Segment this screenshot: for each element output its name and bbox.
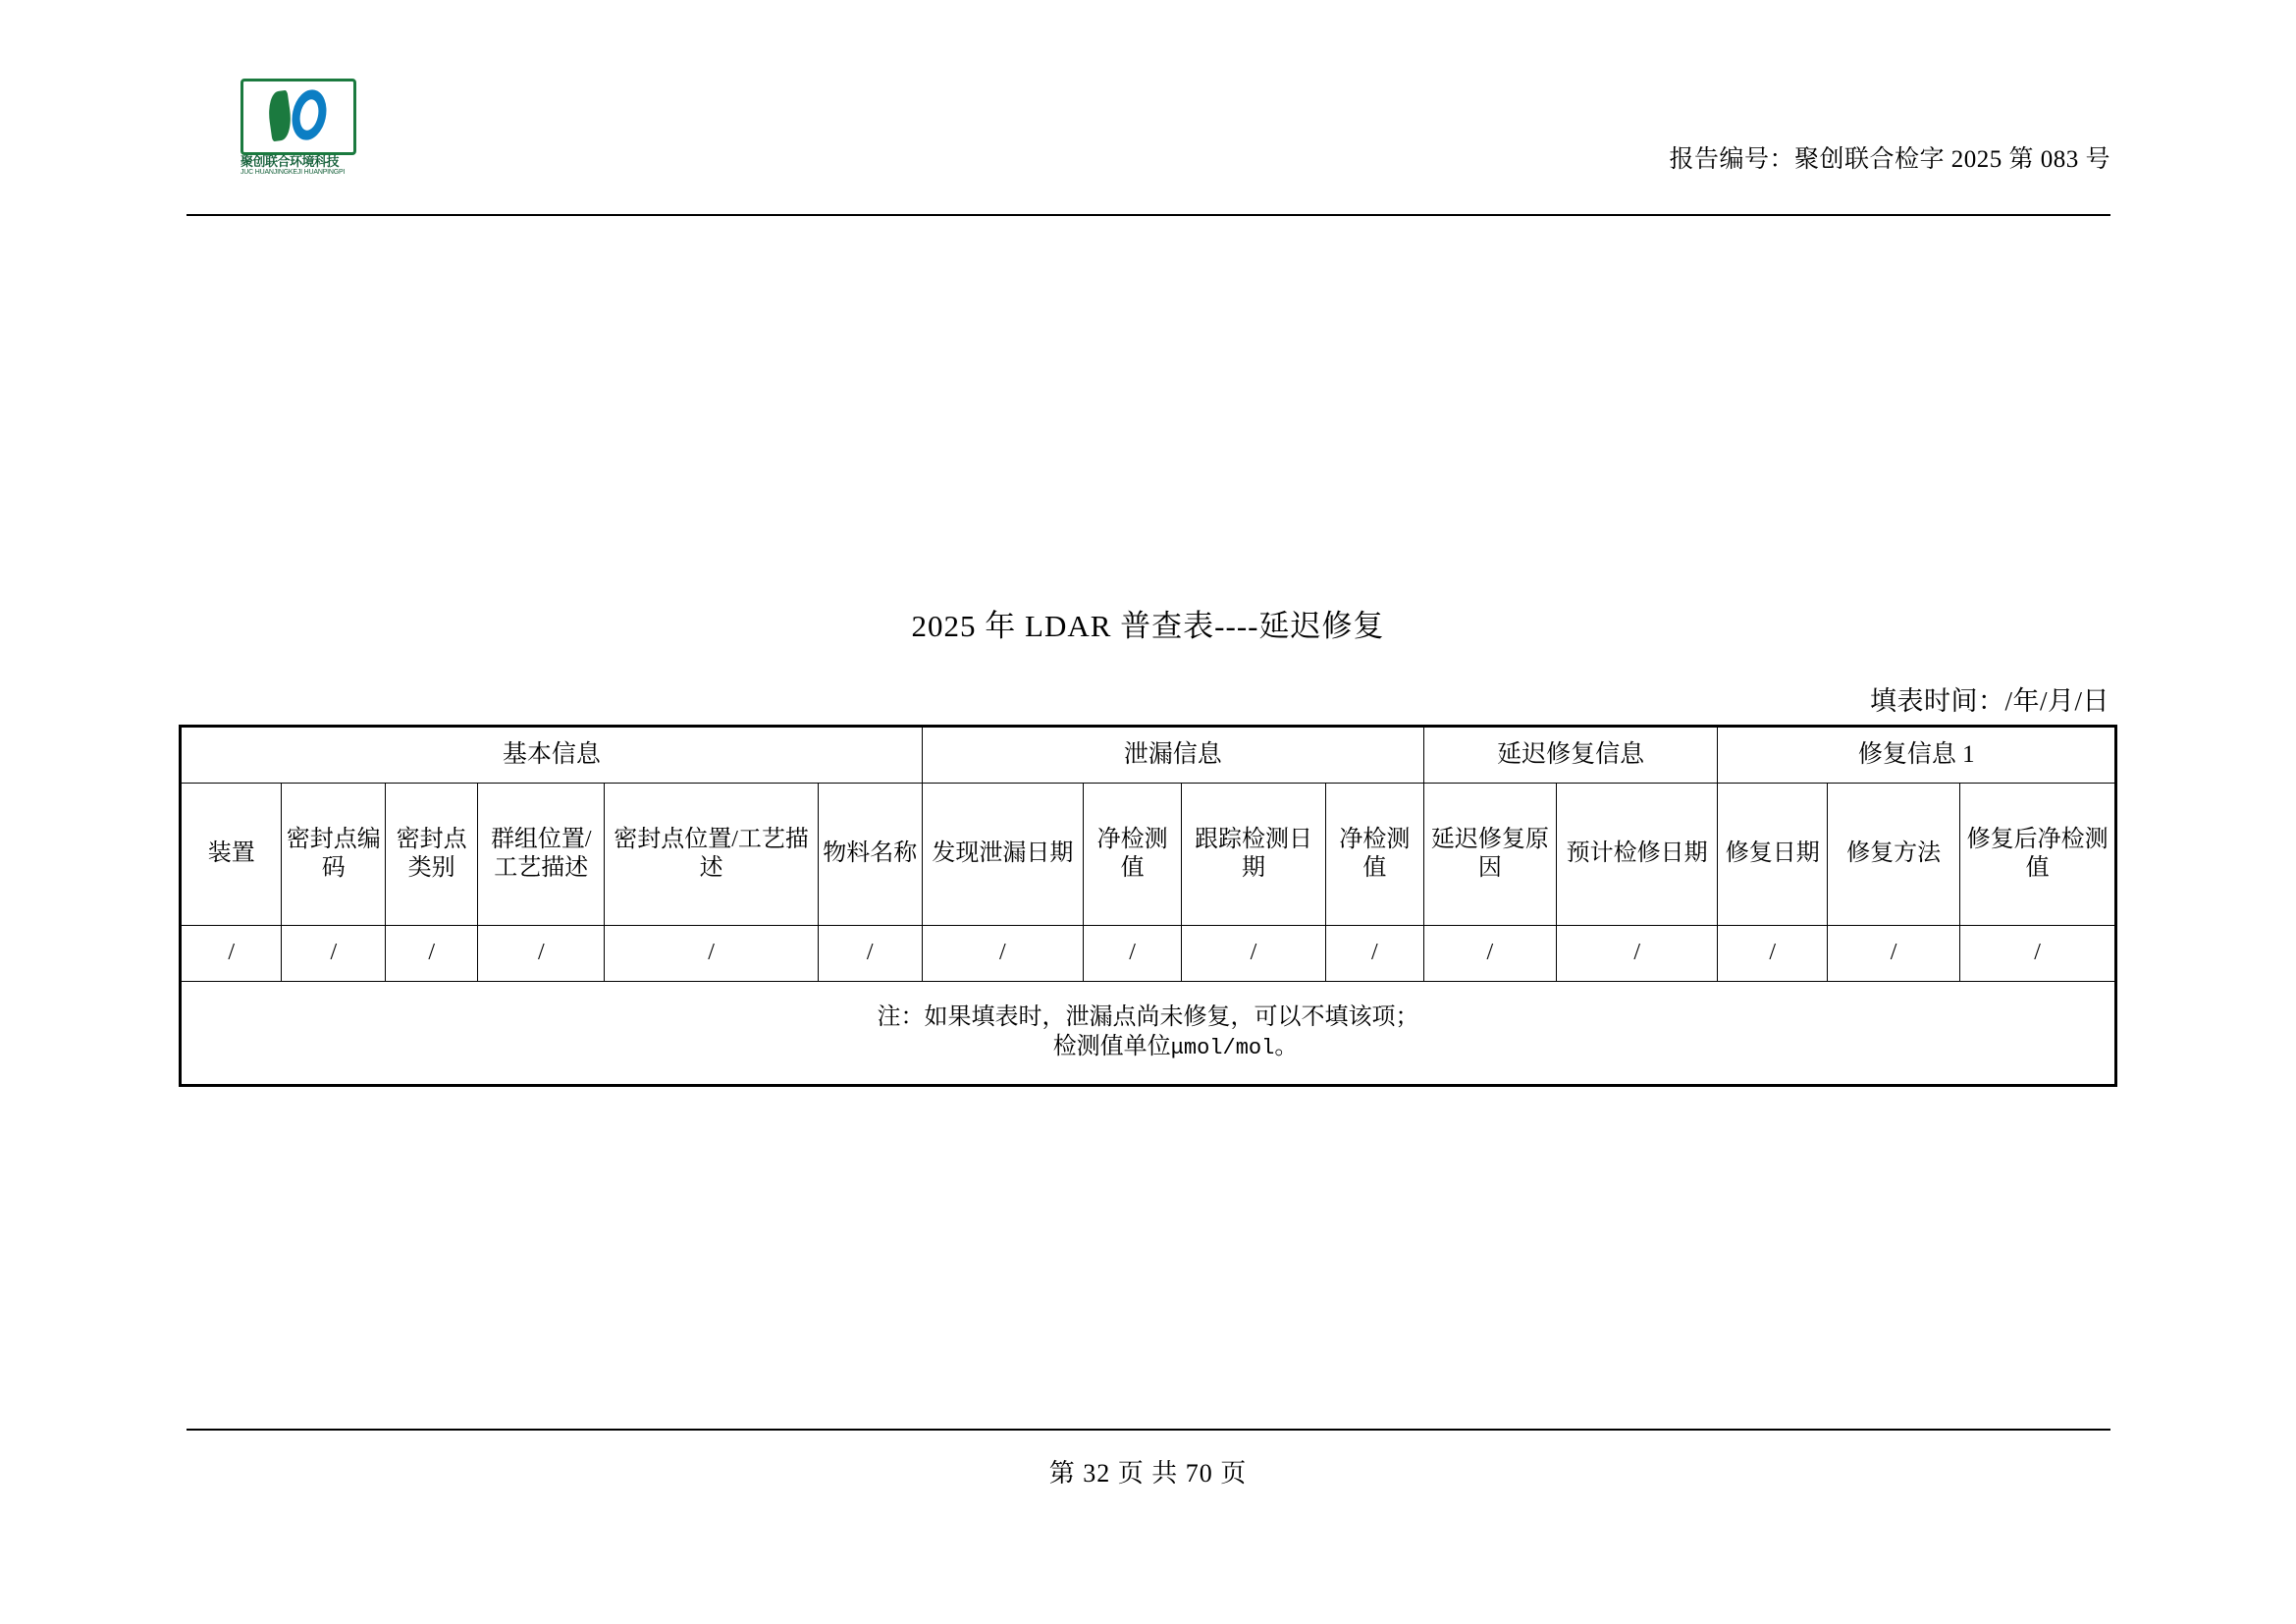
page-title: 2025 年 LDAR 普查表----延迟修复 [911,609,1385,643]
ldar-delayed-repair-table [179,725,2117,1087]
col-header-seal-point-type: 密封点类别 [386,784,478,926]
col-header-planned-maintenance-date: 预计检修日期 [1556,784,1718,926]
logo-chinese-name: 聚创联合环境科技 [240,154,340,169]
cell-material-name: / [818,926,922,982]
cell-group-location-process: / [478,926,605,982]
cell-repair-method: / [1828,926,1960,982]
page-header [187,79,2110,206]
cell-net-value-1: / [1084,926,1182,982]
cell-device: / [181,926,282,982]
col-header-net-value-1: 净检测值 [1084,784,1182,926]
group-header-basic-info: 基本信息 [181,727,923,784]
col-header-delay-reason: 延迟修复原因 [1423,784,1556,926]
fill-time-label: 填表时间：/年/月/日 [1869,686,2109,716]
company-logo [240,79,373,182]
table-column-header-row [181,784,2116,926]
note-unit-value: μmol/mol [1170,1035,1275,1060]
cell-delay-reason: / [1423,926,1556,982]
group-header-repair-info-1: 修复信息 1 [1718,727,2116,784]
footer-divider [187,1429,2110,1431]
col-header-repair-method: 修复方法 [1828,784,1960,926]
note-unit-prefix: 检测值单位 [1052,1033,1171,1059]
cell-post-repair-net-value: / [1960,926,2116,982]
col-header-seal-point-code: 密封点编码 [282,784,386,926]
col-header-tracking-test-date: 跟踪检测日期 [1182,784,1326,926]
col-header-post-repair-net-value: 修复后净检测值 [1960,784,2116,926]
col-header-material-name: 物料名称 [818,784,922,926]
group-header-delayed-repair-info: 延迟修复信息 [1423,727,1718,784]
table-row [181,926,2116,982]
header-divider [187,214,2110,216]
col-header-leak-found-date: 发现泄漏日期 [922,784,1084,926]
logo-mark-icon [240,79,356,155]
cell-leak-found-date: / [922,926,1084,982]
cell-net-value-2: / [1325,926,1423,982]
cell-tracking-test-date: / [1182,926,1326,982]
col-header-seal-point-location-process: 密封点位置/工艺描述 [605,784,818,926]
table-note-row [181,982,2116,1086]
cell-seal-point-type: / [386,926,478,982]
note-line-1: 注：如果填表时，泄漏点尚未修复，可以不填该项； [877,1004,1419,1031]
cell-repair-date: / [1718,926,1828,982]
logo-english-name: JUC HUANJINGKEJI HUANPINGPI [240,169,346,176]
col-header-device: 装置 [181,784,282,926]
col-header-group-location-process: 群组位置/工艺描述 [478,784,605,926]
group-header-leak-info: 泄漏信息 [922,727,1423,784]
note-line-2 [184,1033,2112,1062]
col-header-net-value-2: 净检测值 [1325,784,1423,926]
ldar-table-wrapper [179,725,2117,1087]
note-unit-suffix: 。 [1274,1033,1299,1059]
col-header-repair-date: 修复日期 [1718,784,1828,926]
cell-planned-maintenance-date: / [1556,926,1718,982]
report-number: 报告编号：聚创联合检字 2025 第 083 号 [1669,146,2110,173]
page-number: 第 32 页 共 70 页 [1048,1459,1248,1488]
cell-seal-point-code: / [282,926,386,982]
table-note [181,982,2116,1086]
table-group-header-row [181,727,2116,784]
cell-seal-point-location-process: / [605,926,818,982]
logo-leaf-right-icon [288,86,331,143]
logo-leaf-left-icon [266,90,294,142]
